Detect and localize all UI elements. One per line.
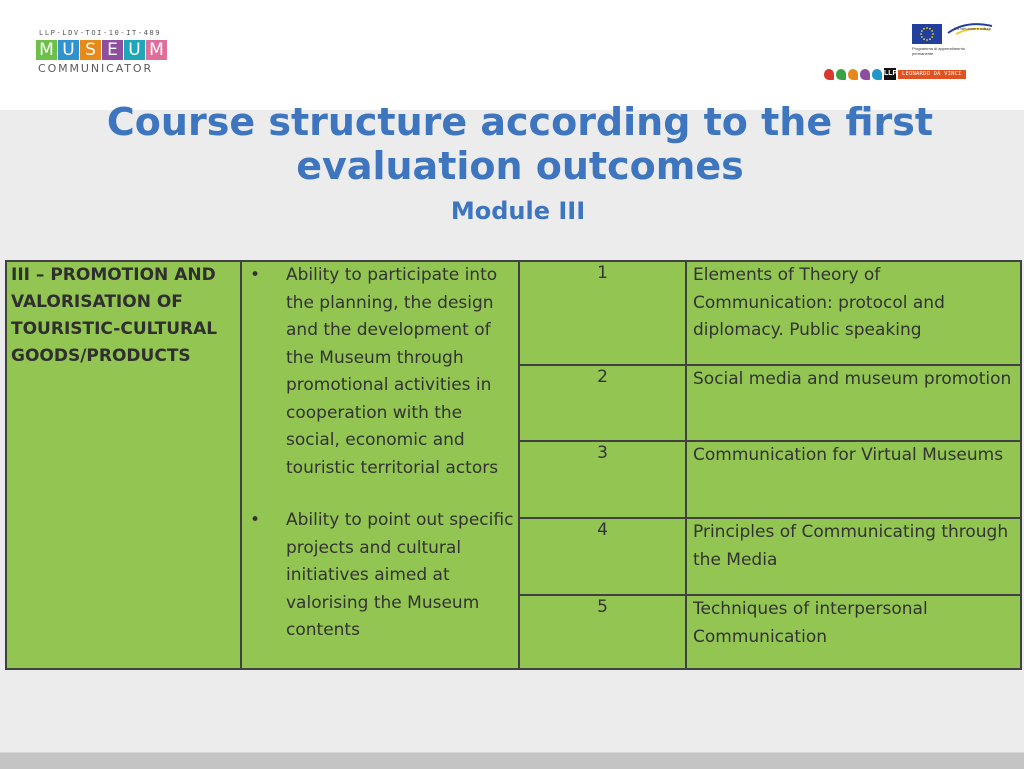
unit-number: 4	[519, 518, 686, 595]
llp-glyph-icon	[824, 69, 834, 80]
unit-topic: Techniques of interpersonal Communication	[686, 595, 1021, 669]
museum-communicator-logo	[36, 28, 176, 78]
table-row	[6, 261, 1021, 365]
eu-department: DG Istruzione e cultura	[954, 27, 991, 31]
logo-letter: M	[146, 40, 167, 60]
logo-letter: U	[58, 40, 79, 60]
abilities-cell	[241, 261, 519, 669]
eu-logo	[912, 22, 994, 56]
eu-programme	[912, 46, 996, 56]
slide-title: Course structure according to the first evaluation outcomes	[106, 100, 934, 188]
unit-number: 3	[519, 441, 686, 518]
bullet: •	[250, 510, 261, 530]
unit-topic: Social media and museum promotion	[686, 365, 1021, 441]
course-structure-table	[5, 260, 1022, 670]
list-item	[242, 262, 518, 482]
abilities-list	[242, 262, 518, 645]
llp-glyph-icon	[836, 69, 846, 80]
list-item	[242, 507, 518, 645]
llp-glyph-icon	[860, 69, 870, 80]
eu-flag-icon	[912, 24, 942, 44]
slide-subtitle: Module III	[450, 197, 586, 225]
unit-topic: Elements of Theory of Communication: protocol and diplomacy. Public speaking	[686, 261, 1021, 365]
project-code: LLP-LDV-TOI-10-IT-489	[39, 29, 162, 37]
logo-letter: U	[124, 40, 145, 60]
unit-topic: Communication for Virtual Museums	[686, 441, 1021, 518]
unit-number: 1	[519, 261, 686, 365]
logo-letter: E	[102, 40, 123, 60]
llp-glyph-icon	[848, 69, 858, 80]
llp-logo	[824, 66, 966, 82]
footer-band	[0, 752, 1024, 769]
leonardo-da-vinci-label: LEONARDO DA VINCI	[898, 70, 966, 79]
unit-number: 2	[519, 365, 686, 441]
logo-letter: M	[36, 40, 57, 60]
bullet: •	[250, 265, 261, 285]
module-title-cell: III – PROMOTION AND VALORISATION OF TOURISTIC-CULTURAL GOODS/PRODUCTS	[6, 261, 241, 669]
logo-letter: S	[80, 40, 101, 60]
llp-mark: LLP	[884, 68, 896, 80]
unit-number: 5	[519, 595, 686, 669]
logo-letters	[36, 40, 176, 60]
ability-text: Ability to participate into the planning, the design and the development of the Museum through promotional activities in cooperation with the social, economic and touristic territorial actors	[286, 265, 499, 478]
llp-glyph-icon	[872, 69, 882, 80]
logo-subtitle: COMMUNICATOR	[38, 62, 154, 75]
eu-programme-line: Programma di apprendimento	[912, 46, 965, 51]
unit-topic: Principles of Communicating through the Media	[686, 518, 1021, 595]
eu-programme-line: permanente	[912, 51, 934, 56]
ability-text: Ability to point out specific projects and cultural initiatives aimed at valorising the Museum contents	[286, 510, 514, 640]
